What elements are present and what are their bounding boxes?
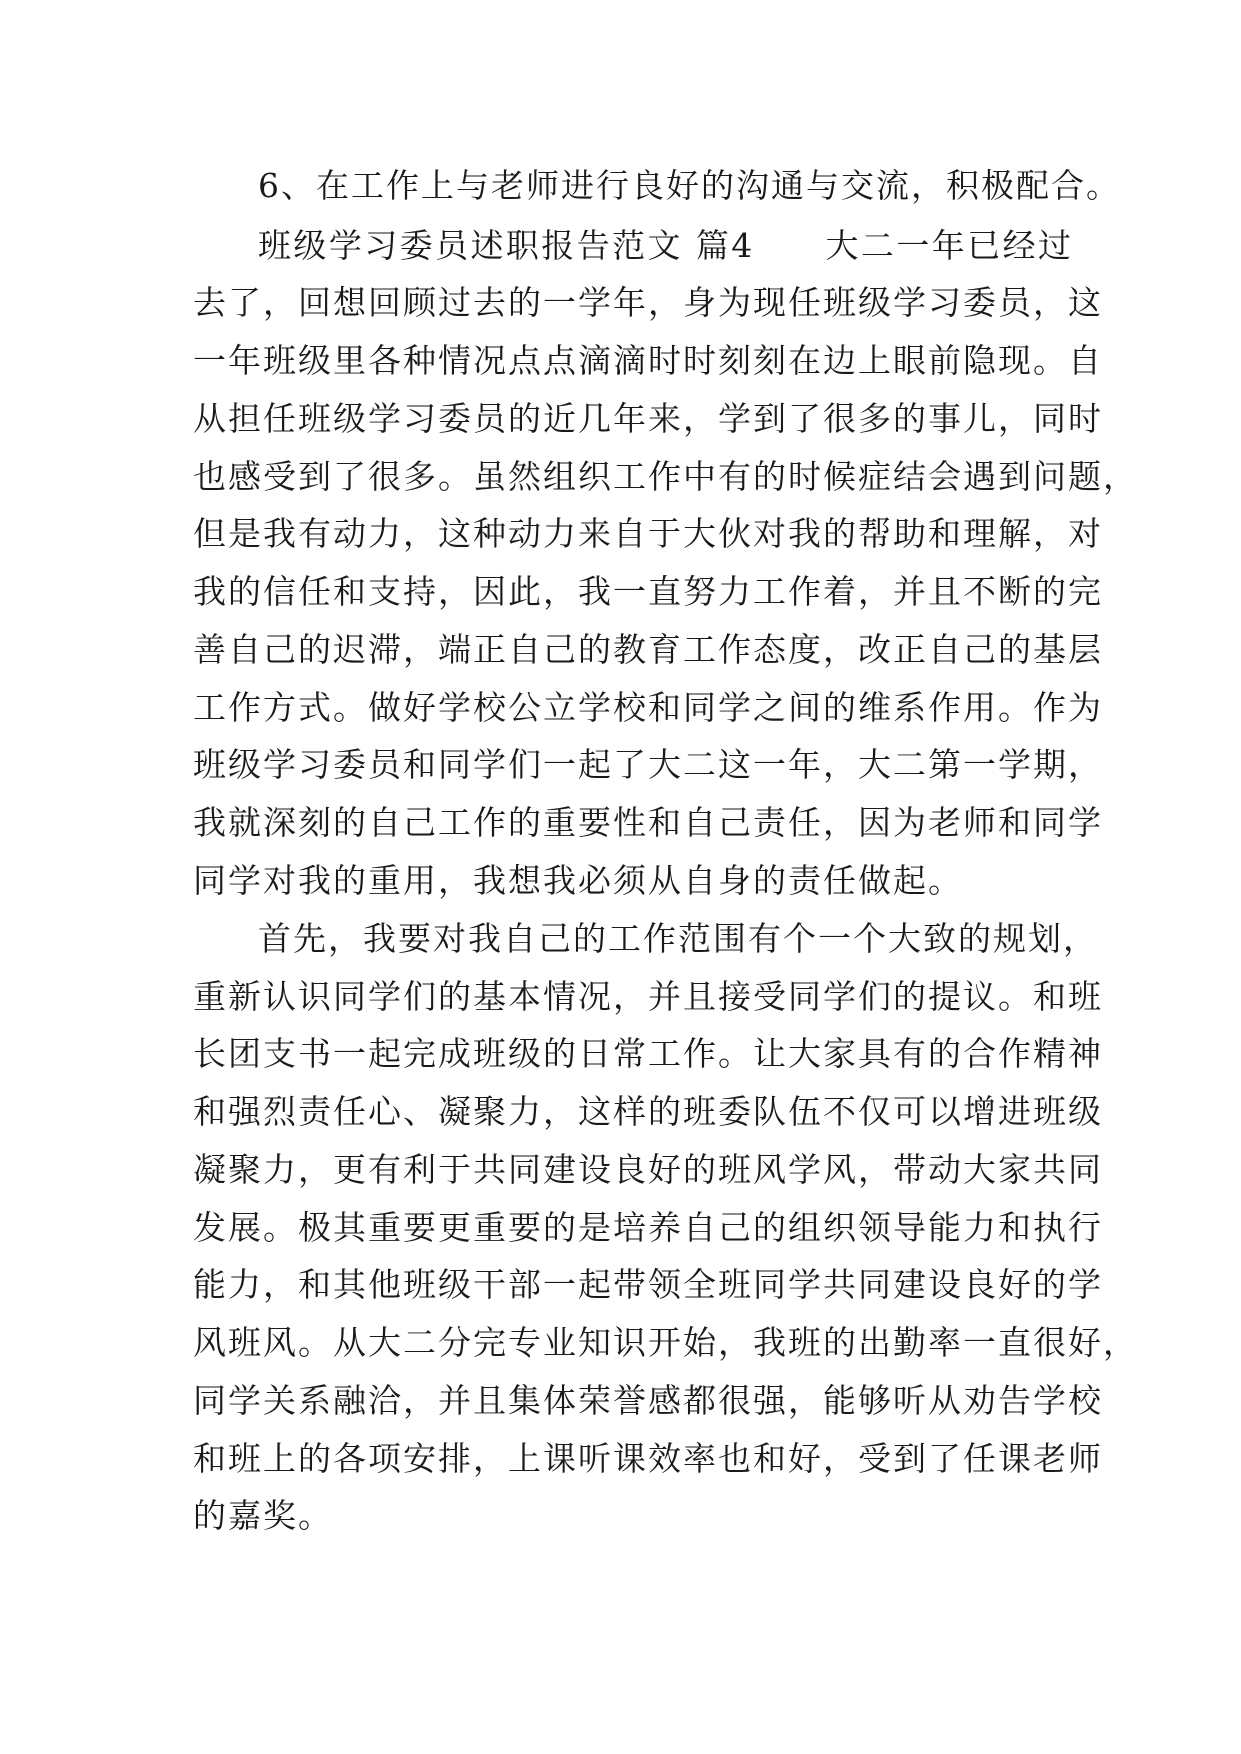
paragraph-line: 去了，回想回顾过去的一学年，身为现任班级学习委员，这 xyxy=(193,283,1103,322)
paragraph-line: 一年班级里各种情况点点滴滴时时刻刻在边上眼前隐现。自 xyxy=(193,341,1103,380)
paragraph-line: 能力，和其他班级干部一起带领全班同学共同建设良好的学 xyxy=(193,1265,1103,1304)
paragraph-line: 和班上的各项安排，上课听课效率也和好，受到了任课老师 xyxy=(193,1439,1103,1478)
paragraph-line: 善自己的迟滞，端正自己的教育工作态度，改正自己的基层 xyxy=(193,630,1103,669)
paragraph-line: 重新认识同学们的基本情况，并且接受同学们的提议。和班 xyxy=(193,977,1103,1016)
paragraph-line: 凝聚力，更有利于共同建设良好的班风学风，带动大家共同 xyxy=(193,1150,1103,1189)
paragraph-line: 风班风。从大二分完专业知识开始，我班的出勤率一直很好， xyxy=(193,1323,1138,1362)
paragraph-line: 我就深刻的自己工作的重要性和自己责任，因为老师和同学 xyxy=(193,803,1103,842)
paragraph-line: 6、在工作上与老师进行良好的沟通与交流，积极配合。 xyxy=(258,166,1121,205)
paragraph-line: 我的信任和支持，因此，我一直努力工作着，并且不断的完 xyxy=(193,572,1103,611)
paragraph-line: 首先，我要对我自己的工作范围有个一个大致的规划， xyxy=(258,919,1098,958)
paragraph-line: 也感受到了很多。虽然组织工作中有的时候症结会遇到问题， xyxy=(193,457,1138,496)
paragraph-line: 从担任班级学习委员的近几年来，学到了很多的事儿，同时 xyxy=(193,399,1103,438)
paragraph-line: 和强烈责任心、凝聚力，这样的班委队伍不仅可以增进班级 xyxy=(193,1092,1103,1131)
paragraph-line: 发展。极其重要更重要的是培养自己的组织领导能力和执行 xyxy=(193,1208,1103,1247)
paragraph-line: 工作方式。做好学校公立学校和同学之间的维系作用。作为 xyxy=(193,688,1103,727)
paragraph-line: 的嘉奖。 xyxy=(193,1496,333,1535)
paragraph-line: 班级学习委员述职报告范文 篇4 大二一年已经过 xyxy=(258,226,1073,265)
paragraph-line: 同学关系融洽，并且集体荣誉感都很强，能够听从劝告学校 xyxy=(193,1381,1103,1420)
paragraph-line: 同学对我的重用，我想我必须从自身的责任做起。 xyxy=(193,861,963,900)
paragraph-line: 但是我有动力，这种动力来自于大伙对我的帮助和理解，对 xyxy=(193,514,1103,553)
paragraph-line: 长团支书一起完成班级的日常工作。让大家具有的合作精神 xyxy=(193,1034,1103,1073)
paragraph-line: 班级学习委员和同学们一起了大二这一年，大二第一学期， xyxy=(193,745,1103,784)
